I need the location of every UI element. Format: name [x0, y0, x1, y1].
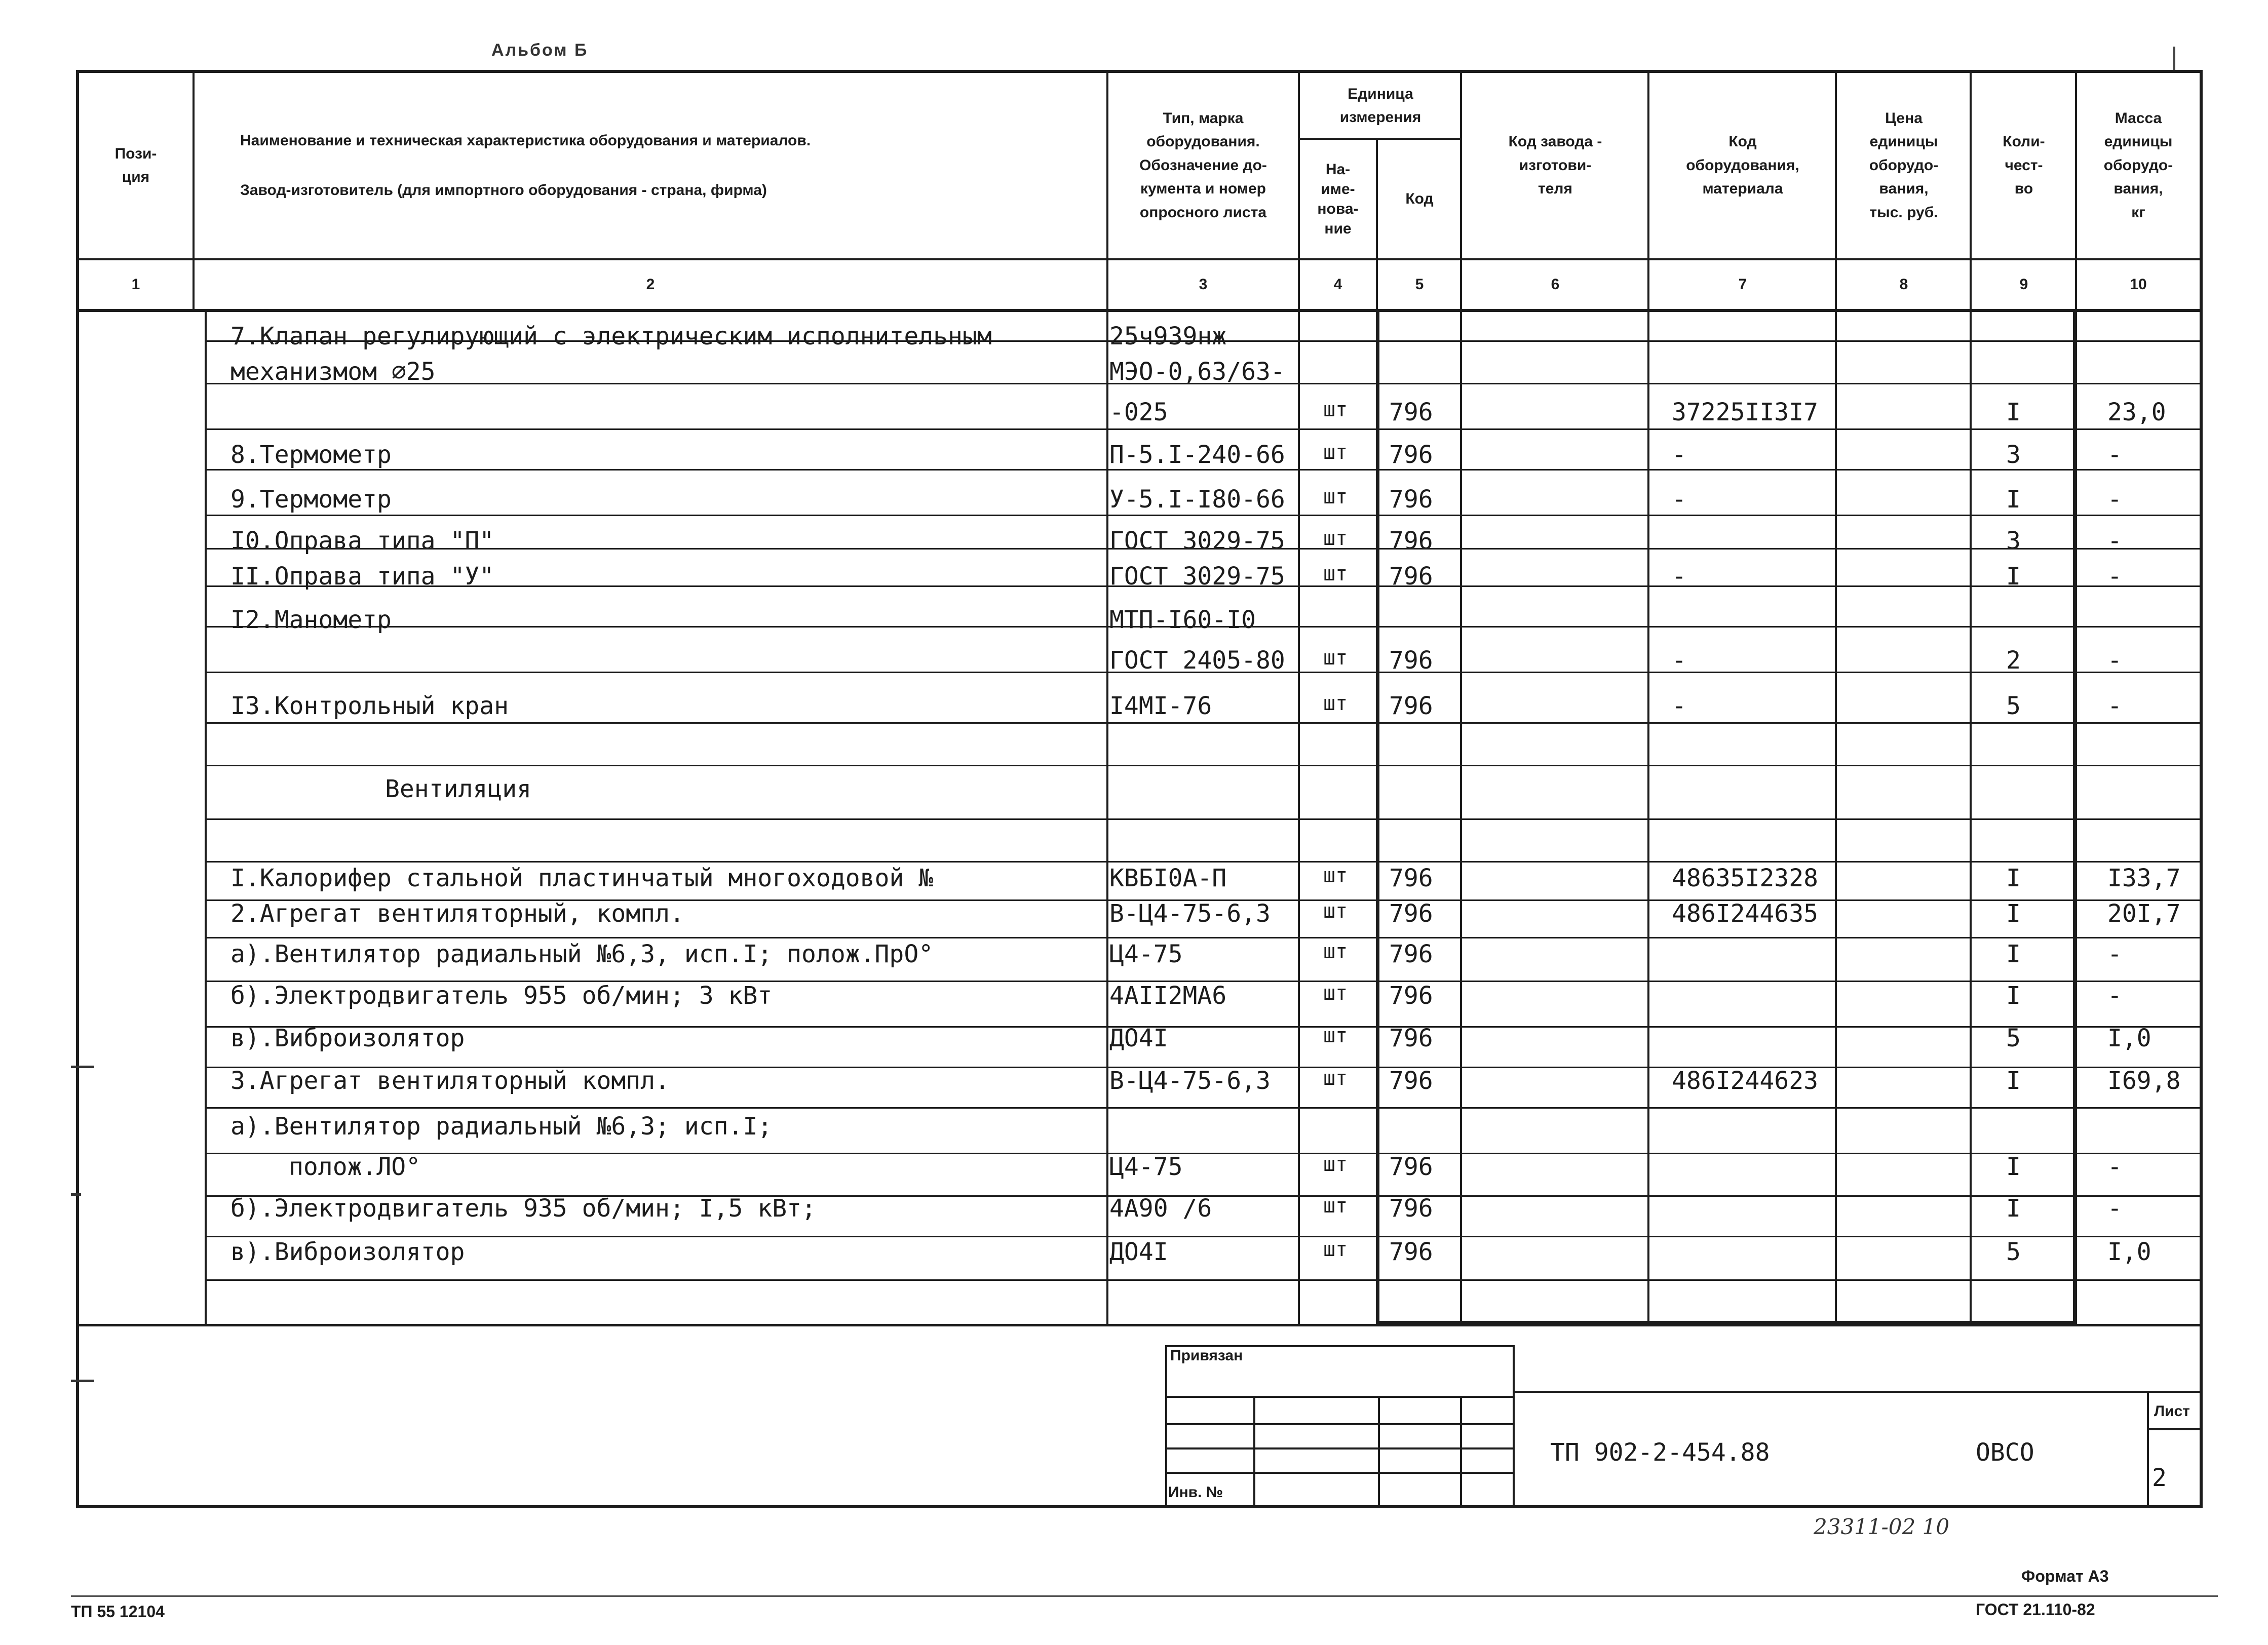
table-row-unit: шт — [1323, 1153, 1348, 1176]
table-row-mass: - — [2107, 982, 2122, 1010]
table-row-unit: шт — [1323, 562, 1348, 585]
table-row-type: В-Ц4-75-6,3 — [1109, 1067, 1271, 1095]
row-separator — [205, 310, 2201, 311]
table-row-mass: - — [2107, 485, 2122, 514]
table-row-code: 796 — [1389, 692, 1433, 720]
header-position: Пози- ция — [114, 145, 157, 185]
table-row-name: I2.Манометр — [230, 606, 392, 634]
margin-tick — [71, 1380, 94, 1382]
table-row-mass: - — [2107, 692, 2122, 720]
table-row-qty: I — [2006, 940, 2021, 968]
table-row-unit: шт — [1323, 899, 1348, 923]
table-row-mass: - — [2107, 1194, 2122, 1223]
column-divider — [1970, 73, 1972, 1324]
col-number: 2 — [646, 276, 655, 293]
table-row-name: а).Вентилятор радиальный №6,3; исп.I; — [230, 1112, 773, 1141]
stamp-divider — [1378, 1396, 1380, 1508]
table-row-type: 4А90 /6 — [1109, 1194, 1212, 1223]
row-separator — [205, 1279, 2201, 1281]
stamp-rule — [1165, 1423, 1515, 1425]
table-row-type: ГОСТ 2405-80 — [1109, 646, 1285, 675]
table-row-code: 796 — [1389, 441, 1433, 469]
margin-tick — [71, 1193, 81, 1196]
table-row-equip: - — [1672, 692, 1686, 720]
table-row-name: б).Электродвигатель 935 об/мин; I,5 кВт; — [230, 1194, 816, 1223]
table-row-type: МЭО-0,63/63- — [1109, 358, 1285, 386]
table-row-mass: 23,0 — [2107, 398, 2166, 426]
table-row-mass: 20I,7 — [2107, 899, 2181, 928]
table-row-name: полож.ЛО° — [289, 1153, 421, 1181]
row-separator — [205, 1026, 2201, 1028]
stamp-divider — [2147, 1391, 2149, 1508]
table-row-equip: 486I244623 — [1672, 1067, 1818, 1095]
stamp-rule — [2147, 1428, 2201, 1430]
row-separator — [205, 469, 2201, 471]
inv-number-label: Инв. № — [1168, 1484, 1223, 1501]
row-separator — [205, 765, 2201, 766]
table-row-equip: - — [1672, 562, 1686, 591]
table-row-name: 9.Термометр — [230, 485, 392, 514]
table-row-name: б).Электродвигатель 955 об/мин; 3 кВт — [230, 982, 773, 1010]
table-row-qty: I — [2006, 1194, 2021, 1223]
table-row-mass: I,0 — [2107, 1024, 2151, 1052]
stamp-rule — [1515, 1391, 2201, 1393]
header-divider — [193, 73, 195, 309]
table-row-name: в).Виброизолятор — [230, 1024, 465, 1052]
table-row-type: ДО4I — [1109, 1238, 1168, 1266]
table-row-qty: 5 — [2006, 1024, 2021, 1052]
stamp-rule — [1165, 1396, 1515, 1398]
table-row-name: Вентиляция — [385, 775, 531, 803]
header-price: Цена единицы оборудо- вания, тыс. руб. — [1869, 109, 1939, 221]
privyazan-label: Привязан — [1170, 1347, 1243, 1364]
table-row-qty: I — [2006, 982, 2021, 1010]
table-row-unit: шт — [1323, 982, 1348, 1005]
col-number: 3 — [1199, 276, 1208, 293]
document-mark: ОВСО — [1976, 1438, 2034, 1467]
header-rule — [1300, 138, 1461, 140]
thick-divider — [2073, 309, 2077, 1324]
corner-tick — [2173, 47, 2175, 71]
table-row-mass: - — [2107, 646, 2122, 675]
table-row-unit: шт — [1323, 1024, 1348, 1047]
table-row-mass: - — [2107, 562, 2122, 591]
header-mass: Масса единицы оборудо- вания, кг — [2103, 109, 2173, 221]
table-row-equip: - — [1672, 646, 1686, 675]
row-separator — [205, 722, 2201, 724]
table-row-code: 796 — [1389, 982, 1433, 1010]
table-row-type: I4MI-76 — [1109, 692, 1212, 720]
table-row-name: 2.Агрегат вентиляторный, компл. — [230, 899, 684, 928]
column-divider — [1647, 73, 1649, 1324]
table-row-type: -025 — [1109, 398, 1168, 426]
table-row-mass: - — [2107, 940, 2122, 968]
table-row-qty: I — [2006, 1153, 2021, 1181]
col-number: 4 — [1333, 276, 1342, 293]
table-row-code: 796 — [1389, 646, 1433, 675]
footer-code: ТП 55 12104 — [71, 1602, 165, 1621]
gost-label: ГОСТ 21.110-82 — [1976, 1600, 2095, 1619]
table-row-unit: шт — [1323, 940, 1348, 963]
table-row-qty: 3 — [2006, 441, 2021, 469]
table-row-unit: шт — [1323, 692, 1348, 715]
header-type: Тип, марка оборудования. Обозначение до- кумента и номер опросного листа — [1139, 109, 1267, 221]
table-row-type: ГОСТ 3029-75 — [1109, 527, 1285, 555]
col-number: 8 — [1899, 276, 1908, 293]
table-row-equip: - — [1672, 485, 1686, 514]
stamp-divider — [1253, 1396, 1255, 1508]
table-row-name: I.Калорифер стальной пластинчатый многоходовой № — [230, 864, 934, 892]
col-number: 6 — [1551, 276, 1560, 293]
table-row-unit: шт — [1323, 864, 1348, 887]
table-row-mass: I33,7 — [2107, 864, 2181, 892]
table-row-name: II.Оправа типа "У" — [230, 562, 494, 591]
table-row-type: 25ч939нж — [1109, 322, 1227, 350]
table-row-qty: I — [2006, 899, 2021, 928]
table-row-type: В-Ц4-75-6,3 — [1109, 899, 1271, 928]
table-row-qty: I — [2006, 485, 2021, 514]
column-divider — [1298, 73, 1300, 1324]
album-title: Альбом Б — [491, 41, 589, 60]
table-row-name: в).Виброизолятор — [230, 1238, 465, 1266]
table-row-unit: шт — [1323, 485, 1348, 508]
row-separator — [205, 861, 2201, 863]
footer-rule — [71, 1595, 2218, 1597]
col-number: 7 — [1738, 276, 1747, 293]
column-divider — [1460, 73, 1462, 1324]
table-row-mass: - — [2107, 441, 2122, 469]
row-separator — [205, 1236, 2201, 1237]
table-row-qty: 3 — [2006, 527, 2021, 555]
table-row-unit: шт — [1323, 1194, 1348, 1218]
table-row-code: 796 — [1389, 1194, 1433, 1223]
header-unit-code: Код — [1405, 190, 1434, 207]
table-row-type: МТП-I60-I0 — [1109, 606, 1256, 634]
table-row-code: 796 — [1389, 485, 1433, 514]
table-row-equip: 48635I2328 — [1672, 864, 1818, 892]
table-row-equip: 37225II3I7 — [1672, 398, 1818, 426]
stamp-rule — [1165, 1472, 1515, 1474]
table-row-name: I3.Контрольный кран — [230, 692, 509, 720]
table-row-name: 7.Клапан регулирующий с электрическим исполнительным — [230, 322, 992, 350]
table-row-qty: 2 — [2006, 646, 2021, 675]
col-number: 1 — [131, 276, 140, 293]
table-row-unit: шт — [1323, 1238, 1348, 1261]
document-number: ТП 902-2-454.88 — [1550, 1438, 1770, 1467]
table-row-qty: 5 — [2006, 1238, 2021, 1266]
stamp-top-rule — [79, 1324, 2201, 1326]
table-row-code: 796 — [1389, 864, 1433, 892]
sheet-number: 2 — [2152, 1464, 2167, 1492]
header-unit-name: На- име- нова- ние — [1317, 161, 1359, 237]
row-separator — [205, 937, 2201, 938]
row-separator — [205, 818, 2201, 820]
table-row-code: 796 — [1389, 940, 1433, 968]
table-row-code: 796 — [1389, 562, 1433, 591]
table-row-qty: I — [2006, 864, 2021, 892]
table-row-equip: - — [1672, 441, 1686, 469]
table-row-type: Ц4-75 — [1109, 940, 1183, 968]
table-row-name: а).Вентилятор радиальный №6,3, исп.I; полож.ПрО° — [230, 940, 934, 968]
table-row-name: 3.Агрегат вентиляторный компл. — [230, 1067, 670, 1095]
header-rule — [79, 258, 2201, 260]
table-row-code: 796 — [1389, 527, 1433, 555]
margin-tick — [71, 1066, 94, 1068]
table-row-type: 4АII2МА6 — [1109, 982, 1227, 1010]
table-row-unit: шт — [1323, 441, 1348, 464]
table-row-name: 8.Термометр — [230, 441, 392, 469]
table-row-name: механизмом ∅25 — [230, 358, 436, 386]
table-row-type: КВБI0А-П — [1109, 864, 1227, 892]
table-row-mass: I,0 — [2107, 1238, 2151, 1266]
table-row-unit: шт — [1323, 527, 1348, 550]
thick-divider — [1376, 309, 1379, 1324]
column-divider — [1106, 73, 1108, 1324]
col-number: 9 — [2019, 276, 2028, 293]
table-row-qty: I — [2006, 562, 2021, 591]
table-row-unit: шт — [1323, 398, 1348, 421]
table-row-qty: I — [2006, 398, 2021, 426]
table-row-mass: I69,8 — [2107, 1067, 2181, 1095]
table-row-code: 796 — [1389, 398, 1433, 426]
table-row-mass: - — [2107, 527, 2122, 555]
table-row-qty: 5 — [2006, 692, 2021, 720]
table-row-type: У-5.I-I80-66 — [1109, 485, 1285, 514]
column-divider — [1835, 73, 1837, 1324]
table-row-unit: шт — [1323, 646, 1348, 670]
header-equipment-code: Код оборудования, материала — [1686, 133, 1799, 198]
table-row-code: 796 — [1389, 1067, 1433, 1095]
stamp-divider — [1460, 1396, 1462, 1508]
col-number: 10 — [2130, 276, 2147, 293]
table-row-qty: I — [2006, 1067, 2021, 1095]
table-row-equip: 486I244635 — [1672, 899, 1818, 928]
table-row-code: 796 — [1389, 1238, 1433, 1266]
table-row-type: ГОСТ 3029-75 — [1109, 562, 1285, 591]
table-row-code: 796 — [1389, 1024, 1433, 1052]
table-row-type: Ц4-75 — [1109, 1153, 1183, 1181]
header-unit-group: Единица измерения — [1339, 85, 1421, 126]
table-row-type: ДО4I — [1109, 1024, 1168, 1052]
header-name: Наименование и техническая характеристика оборудования и материалов. Завод-изготовитель (для импортного оборудования - страна, фирма) — [240, 132, 811, 199]
col-number: 5 — [1415, 276, 1424, 293]
stamp-rule — [1165, 1447, 1515, 1450]
row-separator — [205, 515, 2201, 516]
table-row-type: П-5.I-240-66 — [1109, 441, 1285, 469]
sheet-label: Лист — [2154, 1403, 2190, 1420]
table-row-code: 796 — [1389, 1153, 1433, 1181]
table-row-unit: шт — [1323, 1067, 1348, 1090]
format-label: Формат А3 — [2021, 1567, 2109, 1585]
header-factory-code: Код завода - изготови- теля — [1508, 133, 1602, 198]
handwritten-number: 23311-02 10 — [1814, 1514, 1950, 1539]
row-separator — [205, 428, 2201, 430]
table-row-code: 796 — [1389, 899, 1433, 928]
row-separator — [205, 1153, 2201, 1154]
header-quantity: Коли- чест- во — [2003, 133, 2045, 198]
table-row-mass: - — [2107, 1153, 2122, 1181]
table-row-name: I0.Оправа типа "П" — [230, 527, 494, 555]
row-separator — [205, 1107, 2201, 1109]
